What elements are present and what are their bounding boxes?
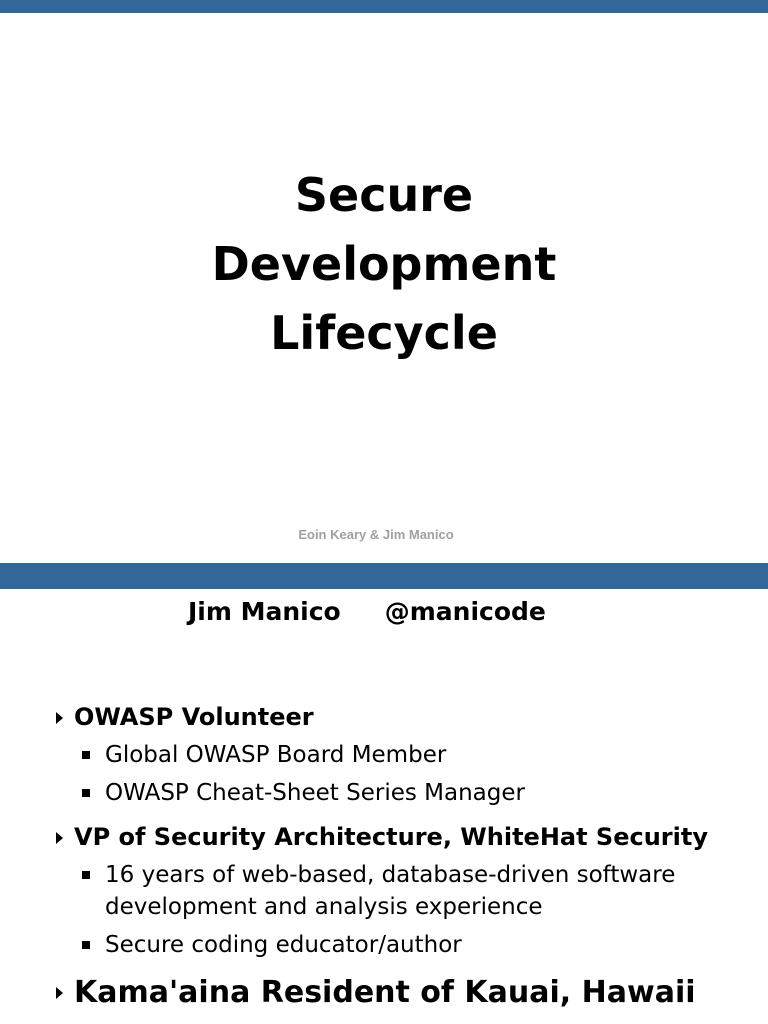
bullet-vp-security: [54, 821, 754, 853]
sub-bullet: [54, 859, 754, 923]
title-line: Secure: [294, 168, 474, 222]
speaker-name: Jim Manico: [188, 597, 341, 626]
square-bullet-icon: [82, 871, 90, 879]
sub-bullet: [54, 739, 754, 771]
triangle-right-icon: [56, 987, 63, 999]
bullet-label: Kama'aina Resident of Kauai, Hawaii: [74, 975, 696, 1010]
top-accent-bar: [0, 0, 768, 13]
square-bullet-icon: [82, 941, 90, 949]
title-slide: [0, 13, 768, 563]
speaker-handle: @manicode: [384, 597, 546, 626]
slide-title: [0, 161, 768, 368]
square-bullet-icon: [82, 789, 90, 797]
bullet-label: OWASP Volunteer: [74, 703, 314, 731]
bio-bullet-list: [54, 701, 754, 1013]
slide-divider-bar: [0, 563, 768, 589]
slide-authors: Eoin Keary & Jim Manico: [298, 527, 454, 542]
bio-slide: [0, 589, 768, 1024]
sub-bullet-text: Secure coding educator/author: [105, 932, 462, 958]
bio-header: [188, 597, 546, 626]
title-line: Development: [211, 237, 557, 291]
title-line: Lifecycle: [270, 306, 498, 360]
triangle-right-icon: [56, 712, 63, 724]
bullet-label: VP of Security Architecture, WhiteHat Security: [74, 823, 708, 851]
bullet-owasp-volunteer: [54, 701, 754, 733]
square-bullet-icon: [82, 751, 90, 759]
sub-bullet-text: OWASP Cheat-Sheet Series Manager: [105, 780, 525, 806]
sub-bullet-text: Global OWASP Board Member: [105, 742, 447, 768]
triangle-right-icon: [56, 832, 63, 844]
sub-bullet: [54, 777, 754, 809]
bullet-resident: [54, 973, 754, 1013]
sub-bullet: [54, 929, 754, 961]
sub-bullet-text: 16 years of web-based, database-driven software development and analysis experience: [105, 862, 676, 920]
